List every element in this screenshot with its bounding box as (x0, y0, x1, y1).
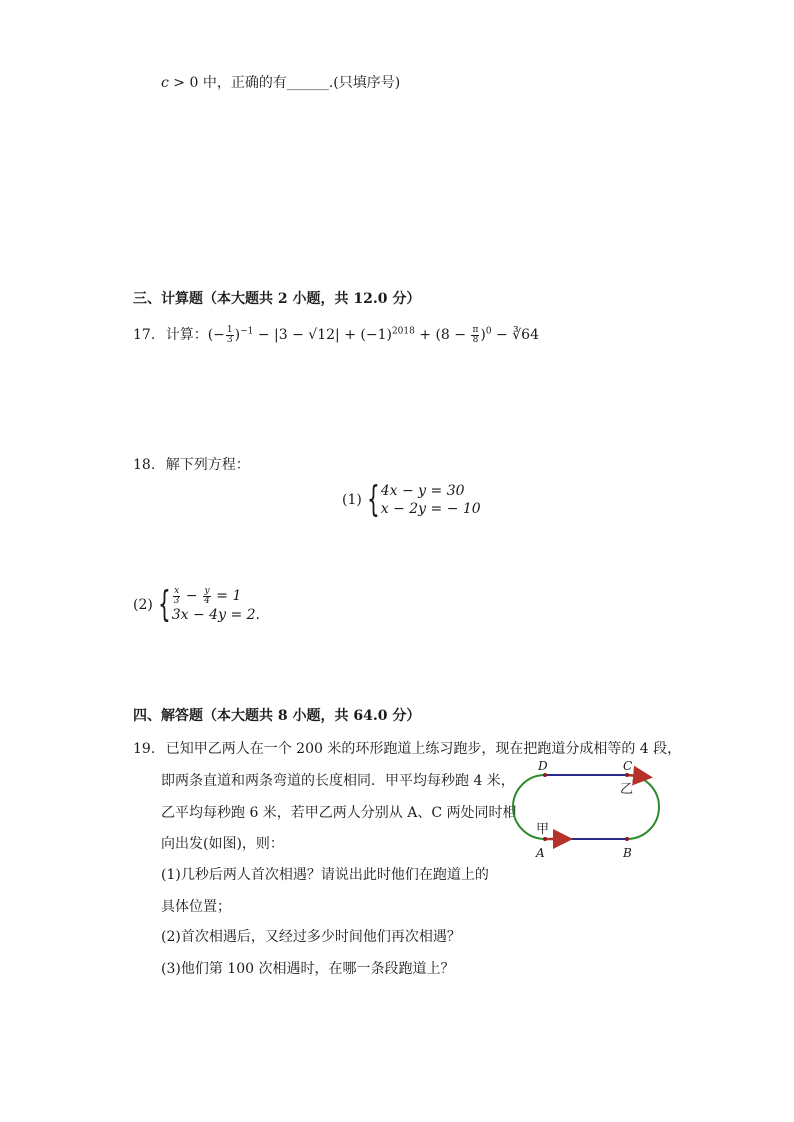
q19-line-4: 向出发(如图)，则： (161, 836, 284, 852)
q17-expr-part: ) (234, 327, 241, 343)
q18-part2-label: (2) (133, 597, 153, 613)
point-A (543, 837, 547, 841)
point-C (625, 773, 629, 777)
q18-eq1-mid: − (181, 588, 203, 604)
left-brace-icon: { (157, 584, 171, 625)
q18-frac-y-den: 4 (204, 595, 210, 606)
q17-expr-part: ) (480, 327, 486, 343)
q18-frac-y-num: y (204, 585, 210, 596)
q19-sub-2: (2)首次相遇后，又经过多少时间他们再次相遇？ (161, 929, 461, 945)
q18-part2-eq1 (172, 586, 260, 606)
q18-part2-equations (172, 586, 260, 624)
q17-exponent: −1 (240, 326, 254, 337)
q18-frac-x-num: x (174, 585, 180, 596)
q17-expr-part: − ∛64 (491, 327, 539, 343)
label-C: C (623, 759, 633, 773)
q18-frac-x-den: 3 (173, 595, 180, 606)
q17-frac2-num: π (472, 324, 479, 335)
label-jia: 甲 (536, 822, 550, 837)
q17-fraction-2 (471, 326, 479, 345)
q18-part1-equations (381, 482, 481, 518)
q17-exponent: 0 (485, 326, 492, 337)
q18-part1-label: (1) (342, 492, 362, 508)
section-4-heading: 四、解答题（本大题共 8 小题，共 64.0 分） (133, 708, 421, 724)
q16-after: .(只填序号) (328, 75, 401, 91)
q17-line (133, 324, 539, 345)
q17-frac1-num: 1 (226, 324, 233, 335)
q18-lead: 解下列方程： (165, 457, 250, 473)
q17-frac1-den: 3 (226, 334, 233, 345)
label-D: D (538, 759, 548, 773)
q18-part2-eq2 (172, 606, 260, 624)
q19-sub-1a: (1)几秒后两人首次相遇？请说出此时他们在跑道上的 (161, 867, 489, 883)
q19-line-2: 即两条直道和两条弯道的长度相同．甲平均每秒跑 4 米， (161, 773, 515, 789)
q17-expr-part: + (8 − (414, 327, 471, 343)
q18-part1-eq1: 4x − y = 30 (380, 483, 465, 499)
q17-frac2-den: 8 (472, 334, 479, 345)
q16-math-var: c (161, 75, 169, 91)
q19-number: 19. (133, 741, 156, 757)
q17-expr-part: (− (207, 327, 225, 343)
q17-fraction-1 (226, 326, 234, 345)
q16-math-rest: > 0 (168, 75, 199, 91)
q19-sub-1b: 具体位置； (161, 899, 231, 915)
q18-eq1-rest: = 1 (211, 588, 242, 604)
yi-direction-arrow (627, 775, 648, 777)
q19-line-3: 乙平均每秒跑 6 米，若甲乙两人分别从 A、C 两处同时相 (161, 805, 517, 821)
point-D (543, 773, 547, 777)
q17-number: 17. (133, 327, 156, 343)
label-A: A (536, 846, 545, 860)
q18-number: 18. (133, 457, 156, 473)
q19-text-1: 已知甲乙两人在一个 200 米的环形跑道上练习跑步，现在把跑道分成相等的 4 段， (165, 741, 682, 757)
q17-expr-part: − |3 − √12| + (−1) (253, 327, 392, 343)
q16-blank: ______ (286, 75, 329, 91)
running-track-figure (510, 755, 670, 867)
label-B: B (623, 846, 632, 860)
label-yi: 乙 (620, 782, 634, 797)
q18-intro (133, 454, 250, 474)
q17-exponent: 2018 (391, 326, 415, 337)
q17-lead: 计算： (165, 327, 208, 343)
q16-text: 中，正确的有 (198, 75, 287, 91)
point-B (625, 837, 629, 841)
q18-system-2 (133, 586, 260, 624)
q19-sub-3: (3)他们第 100 次相遇时，在哪一条段跑道上？ (161, 961, 455, 977)
q16-line (161, 72, 400, 92)
q18-part1-eq2: x − 2y = − 10 (380, 501, 481, 517)
q18-eq2-text: 3x − 4y = 2 (171, 607, 256, 623)
q18-eq2-end: . (255, 607, 260, 623)
q18-system-1 (342, 479, 481, 520)
left-brace-icon: { (366, 479, 380, 520)
section-3-heading: 三、计算题（本大题共 2 小题，共 12.0 分） (133, 291, 421, 307)
